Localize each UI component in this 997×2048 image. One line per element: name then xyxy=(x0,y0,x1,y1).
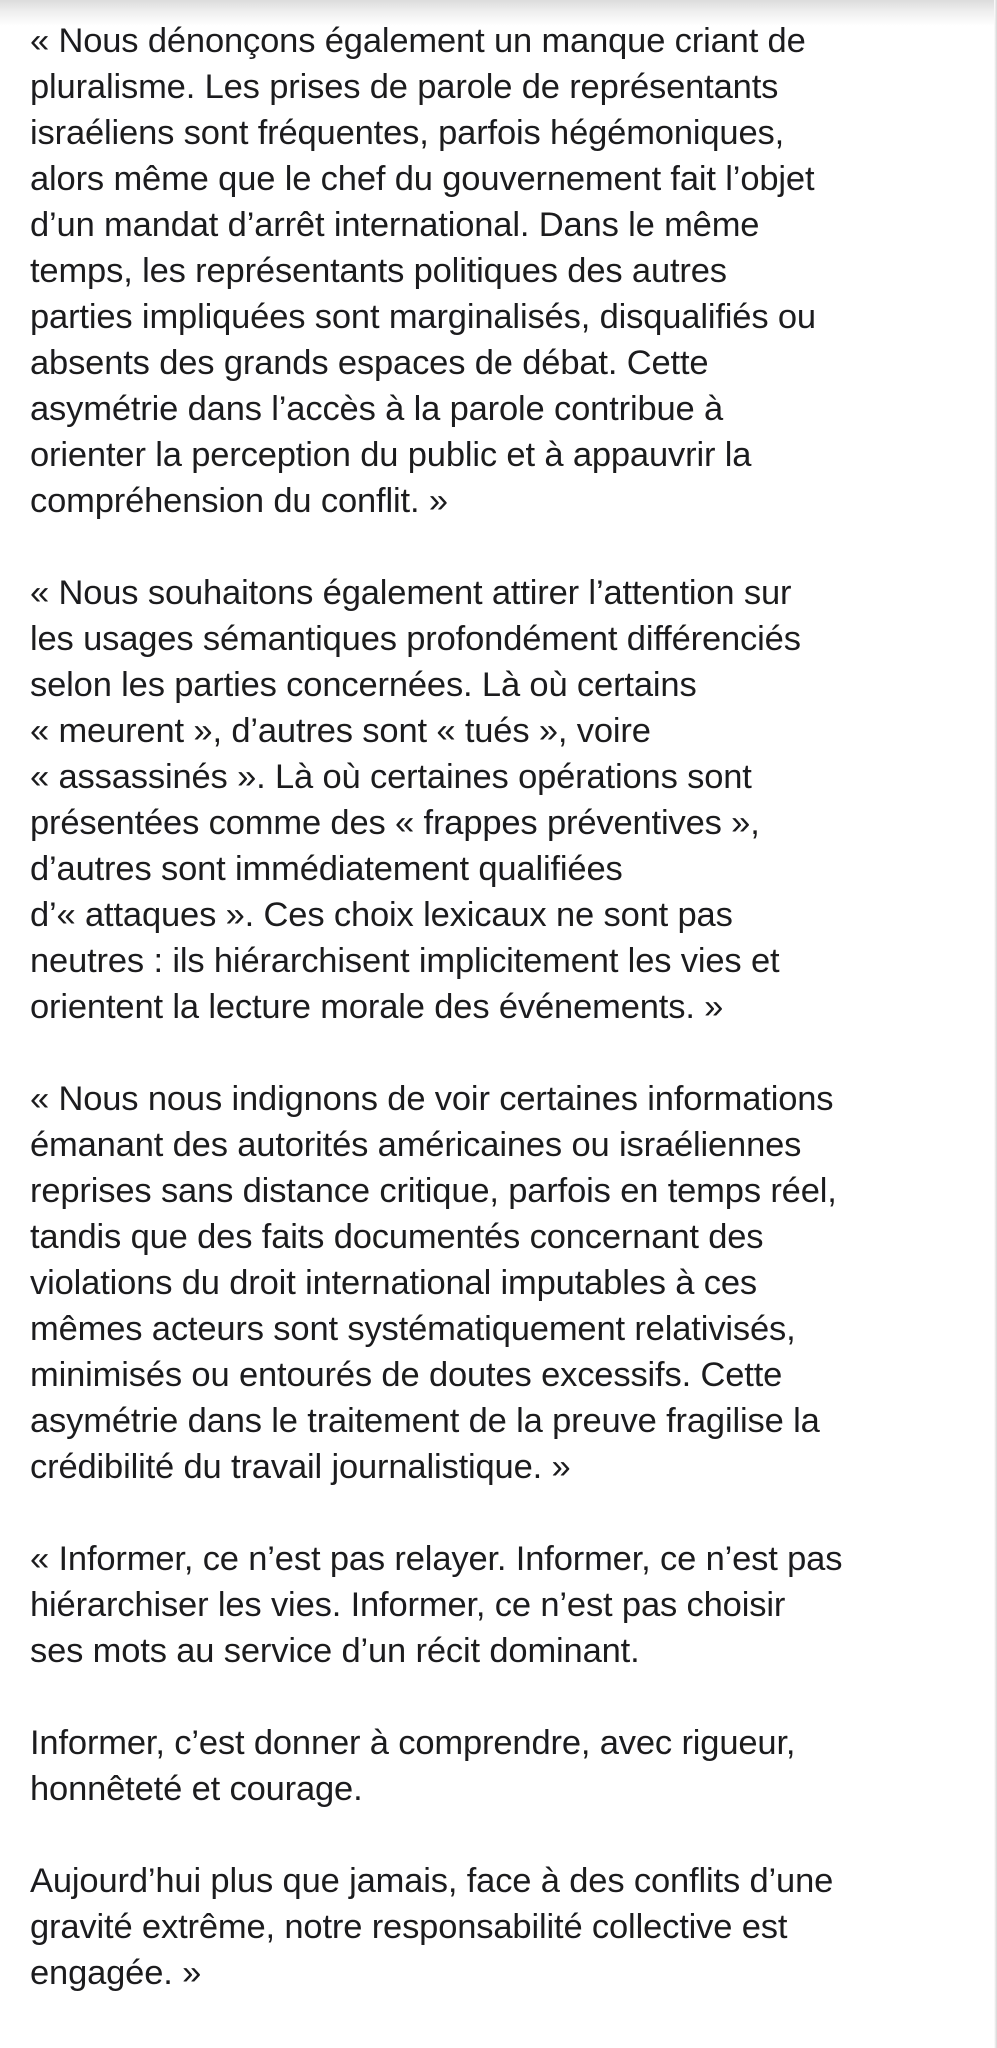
text-line: honnêteté et courage. xyxy=(30,1770,363,1808)
text-line: orientent la lecture morale des événements. » xyxy=(30,988,724,1026)
text-line: « Nous souhaitons également attirer l’attention sur xyxy=(30,574,792,612)
text-line: « Informer, ce n’est pas relayer. Informer, ce n’est pas xyxy=(30,1540,843,1578)
text-line: selon les parties concernées. Là où certains xyxy=(30,666,697,704)
text-line: tandis que des faits documentés concernant des xyxy=(30,1218,764,1256)
text-line: présentées comme des « frappes préventives », xyxy=(30,804,760,842)
text-line: compréhension du conflit. » xyxy=(30,482,448,520)
text-line: pluralisme. Les prises de parole de représentants xyxy=(30,68,779,106)
text-line: Informer, c’est donner à comprendre, avec rigueur, xyxy=(30,1724,796,1762)
paragraph-definition xyxy=(30,1720,980,1812)
text-line: d’un mandat d’arrêt international. Dans le même xyxy=(30,206,760,244)
text-line: neutres : ils hiérarchisent implicitement les vies et xyxy=(30,942,780,980)
text-line: « Nous nous indignons de voir certaines informations xyxy=(30,1080,834,1118)
text-line: d’autres sont immédiatement qualifiées xyxy=(30,850,623,888)
paragraph-pluralism xyxy=(30,18,980,524)
paragraph-responsibility xyxy=(30,1858,980,1996)
paragraph-semantics xyxy=(30,570,980,1030)
text-line: temps, les représentants politiques des autres xyxy=(30,252,727,290)
text-line: parties impliquées sont marginalisés, disqualifiés ou xyxy=(30,298,816,336)
text-line: hiérarchiser les vies. Informer, ce n’est pas choisir xyxy=(30,1586,786,1624)
text-line: Aujourd’hui plus que jamais, face à des conflits d’une xyxy=(30,1862,834,1900)
text-line: absents des grands espaces de débat. Cette xyxy=(30,344,709,382)
text-line: orienter la perception du public et à appauvrir la xyxy=(30,436,752,474)
text-line: d’« attaques ». Ces choix lexicaux ne sont pas xyxy=(30,896,733,934)
text-line: violations du droit international imputables à ces xyxy=(30,1264,758,1302)
text-line: engagée. » xyxy=(30,1954,202,1992)
text-line: mêmes acteurs sont systématiquement relativisés, xyxy=(30,1310,796,1348)
text-line: gravité extrême, notre responsabilité collective est xyxy=(30,1908,788,1946)
text-line: « meurent », d’autres sont « tués », voire xyxy=(30,712,651,750)
text-line: les usages sémantiques profondément différenciés xyxy=(30,620,801,658)
text-line: ses mots au service d’un récit dominant. xyxy=(30,1632,640,1670)
text-line: israéliens sont fréquentes, parfois hégémoniques, xyxy=(30,114,785,152)
text-line: minimisés ou entourés de doutes excessifs. Cette xyxy=(30,1356,783,1394)
text-line: asymétrie dans l’accès à la parole contribue à xyxy=(30,390,724,428)
text-line: reprises sans distance critique, parfois en temps réel, xyxy=(30,1172,837,1210)
paragraph-informer xyxy=(30,1536,980,1674)
text-line: « assassinés ». Là où certaines opérations sont xyxy=(30,758,752,796)
text-line: émanant des autorités américaines ou israéliennes xyxy=(30,1126,802,1164)
text-line: alors même que le chef du gouvernement fait l’objet xyxy=(30,160,815,198)
document-body xyxy=(30,18,980,1996)
paragraph-indignation xyxy=(30,1076,980,1490)
text-line: « Nous dénonçons également un manque criant de xyxy=(30,22,806,60)
text-line: asymétrie dans le traitement de la preuve fragilise la xyxy=(30,1402,820,1440)
text-line: crédibilité du travail journalistique. » xyxy=(30,1448,571,1486)
